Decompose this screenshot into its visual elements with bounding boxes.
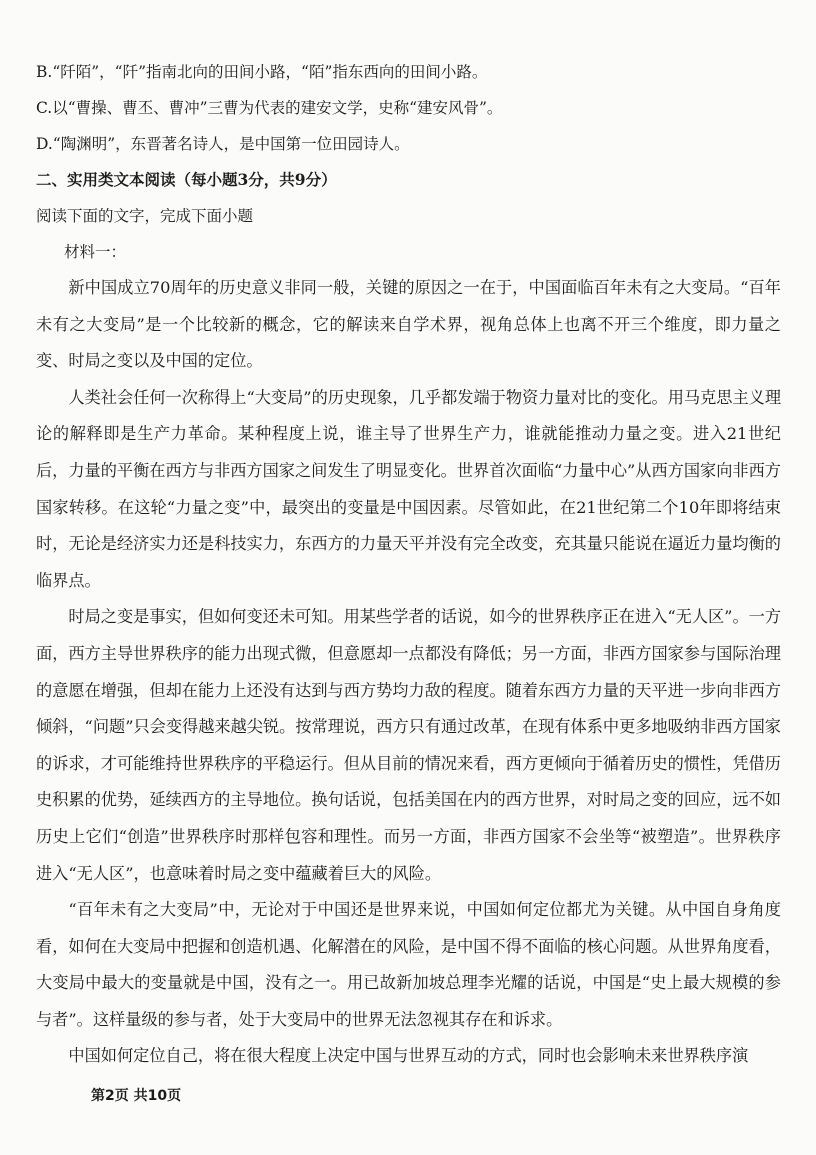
option-d: D.“陶渊明”，东晋著名诗人，是中国第一位田园诗人。 [36, 135, 410, 153]
paragraph-1: 新中国成立70周年的历史意义非同一般，关键的原因之一在于，中国面临百年未有之大变局。“百年未有之大变局”是一个比较新的概念，它的解读来自学术界，视角总体上也离不开三个维度，即力量之变、时局之变以及中国的定位。 [36, 278, 781, 371]
option-b: B.“阡陌”，“阡”指南北向的田间小路，“陌”指东西向的田间小路。 [36, 63, 488, 81]
material-label: 材料一： [64, 243, 127, 261]
page-content [36, 54, 781, 1075]
paragraph-3: 时局之变是事实，但如何变还未可知。用某些学者的话说，如今的世界秩序正在进入“无人区”。一方面，西方主导世界秩序的能力出现式微，但意愿却一点都没有降低；另一方面，非西方国家参与国际治理的意愿在增强，但却在能力上还没有达到与西方势均力敌的程度。随着东西方力量的天平进一步向非西方倾斜，“问题”只会变得越来越尖锐。按常理说，西方只有通过改革，在现有体系中更多地吸纳非西方国家的诉求，才可能维持世界秩序的平稳运行。但从目前的情况来看，西方更倾向于循着历史的惯性，凭借历史积累的优势，延续西方的主导地位。换句话说，包括美国在内的西方世界，对时局之变的回应，远不如历史上它们“创造”世界秩序时那样包容和理性。而另一方面，非西方国家不会坐等“被塑造”。世界秩序进入“无人区”，也意味着时局之变中蕴藏着巨大的风险。 [36, 607, 782, 883]
page-footer: 第2页 共10页 [91, 1088, 182, 1104]
option-c: C.以“曹操、曹丕、曹冲”三曹为代表的建安文学，史称“建安风骨”。 [36, 99, 503, 117]
reading-instruction: 阅读下面的文字，完成下面小题 [36, 207, 254, 225]
paragraph-4: “百年未有之大变局”中，无论对于中国还是世界来说，中国如何定位都尤为关键。从中国自身角度看，如何在大变局中把握和创造机遇、化解潜在的风险，是中国不得不面临的核心问题。从世界角度看，大变局中最大的变量就是中国，没有之一。用已故新加坡总理李光耀的话说，中国是“史上最大规模的参与者”。这样量级的参与者，处于大变局中的世界无法忽视其存在和诉求。 [36, 900, 781, 1029]
section-heading: 二、实用类文本阅读（每小题3分，共9分） [36, 170, 337, 189]
paragraph-2: 人类社会任何一次称得上“大变局”的历史现象，几乎都发端于物资力量对比的变化。用马克思主义理论的解释即是生产力革命。某种程度上说，谁主导了世界生产力，谁就能推动力量之变。进入21世纪后，力量的平衡在西方与非西方国家之间发生了明显变化。世界首次面临“力量中心”从西方国家向非西方国家转移。在这轮“力量之变”中，最突出的变量是中国因素。尽管如此，在21世纪第二个10年即将结束时，无论是经济实力还是科技实力，东西方的力量天平并没有完全改变，充其量只能说在逼近力量均衡的临界点。 [36, 387, 782, 590]
paragraph-5: 中国如何定位自己，将在很大程度上决定中国与世界互动的方式，同时也会影响未来世界秩序演 [68, 1046, 749, 1066]
